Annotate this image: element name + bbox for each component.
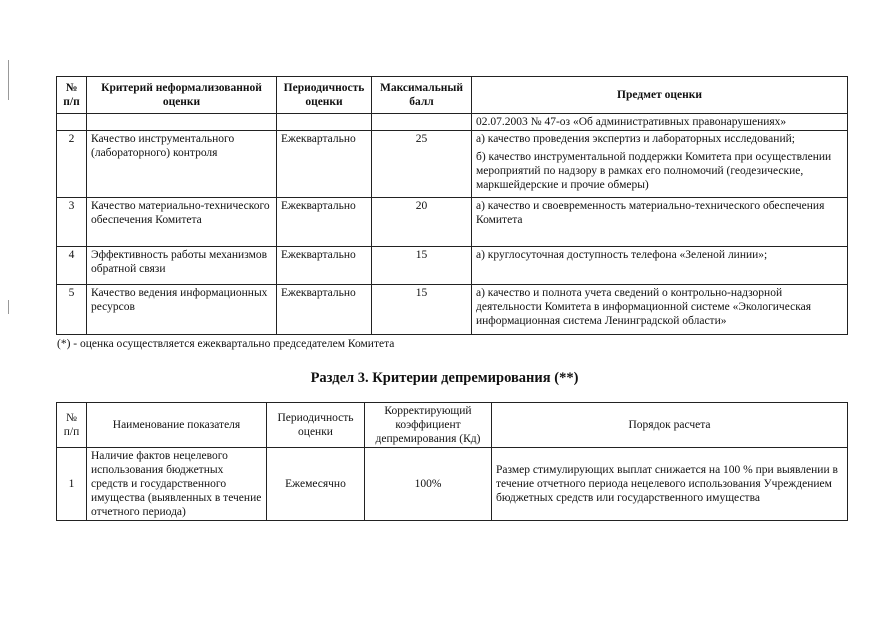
row-criterion: Эффективность работы механизмов обратной связи [87,247,277,285]
row-num: 2 [57,131,87,198]
subject-item: а) круглосуточная доступность телефона «Зеленой линии»; [476,249,768,261]
row-subject [472,247,848,285]
row-period: Ежемесячно [267,448,365,521]
header-criterion: Критерий неформализованной оценки [87,77,277,114]
scan-margin-mark [8,300,9,314]
header-max-score: Максимальный балл [372,77,472,114]
footnote: (*) - оценка осуществляется ежеквартально председателем Комитета [57,338,395,350]
subject-item: а) качество проведения экспертиз и лабораторных исследований; [476,133,795,145]
row-coefficient: 100% [365,448,492,521]
row-subject [472,131,848,198]
header-coefficient: Корректирующий коэффициент депремирования (Кд) [365,403,492,448]
row-calculation: Размер стимулирующих выплат снижается на 100 % при выявлении в течение отчетного периода нецелевого использования Учреждением бюджетных средств или государственного имущества [492,448,848,521]
section-title: Раздел 3. Критерии депремирования (**) [310,370,579,386]
row-max-score: 15 [372,247,472,285]
row-period: Ежеквартально [277,198,372,247]
row-num: 5 [57,285,87,335]
header-num: № п/п [57,77,87,114]
row-subject [472,285,848,335]
row-criterion: Качество ведения информационных ресурсов [87,285,277,335]
header-indicator: Наименование показателя [87,403,267,448]
row-num: 3 [57,198,87,247]
table-row-continuation [57,114,848,131]
row-criterion: Качество инструментального (лабораторного) контроля [87,131,277,198]
header-num: № п/п [57,403,87,448]
row-subject [472,198,848,247]
criteria-table [56,76,848,335]
row-criterion: Качество материально-технического обеспечения Комитета [87,198,277,247]
row-period: Ежеквартально [277,285,372,335]
scan-margin-mark [8,60,9,100]
header-period: Периодичность оценки [277,77,372,114]
subject-item: а) качество и полнота учета сведений о контрольно-надзорной деятельности Комитета в информационной системе «Экологическая информационная система Ленинградской области» [476,287,812,327]
subject-item: б) качество инструментальной поддержки Комитета при осуществлении мероприятий по надзору в рамках его полномочий (геодезические, маркшейдерские и прочие обмеры) [476,151,832,191]
table-row [57,285,848,335]
row-num: 4 [57,247,87,285]
table-row [57,131,848,198]
continuation-text: 02.07.2003 № 47-оз «Об административных правонарушениях» [472,114,848,131]
row-num: 1 [57,448,87,521]
header-calculation: Порядок расчета [492,403,848,448]
table-row [57,198,848,247]
header-period: Периодичность оценки [267,403,365,448]
row-max-score: 25 [372,131,472,198]
subject-item: а) качество и своевременность материально-технического обеспечения Комитета [476,200,825,226]
row-period: Ежеквартально [277,247,372,285]
row-indicator: Наличие фактов нецелевого использования бюджетных средств и государственного имущества (выявленных в течение отчетного периода) [87,448,267,521]
table-row [57,247,848,285]
header-subject: Предмет оценки [472,77,848,114]
row-max-score: 20 [372,198,472,247]
row-period: Ежеквартально [277,131,372,198]
row-max-score: 15 [372,285,472,335]
depremium-table [56,402,848,521]
table-row [57,448,848,521]
